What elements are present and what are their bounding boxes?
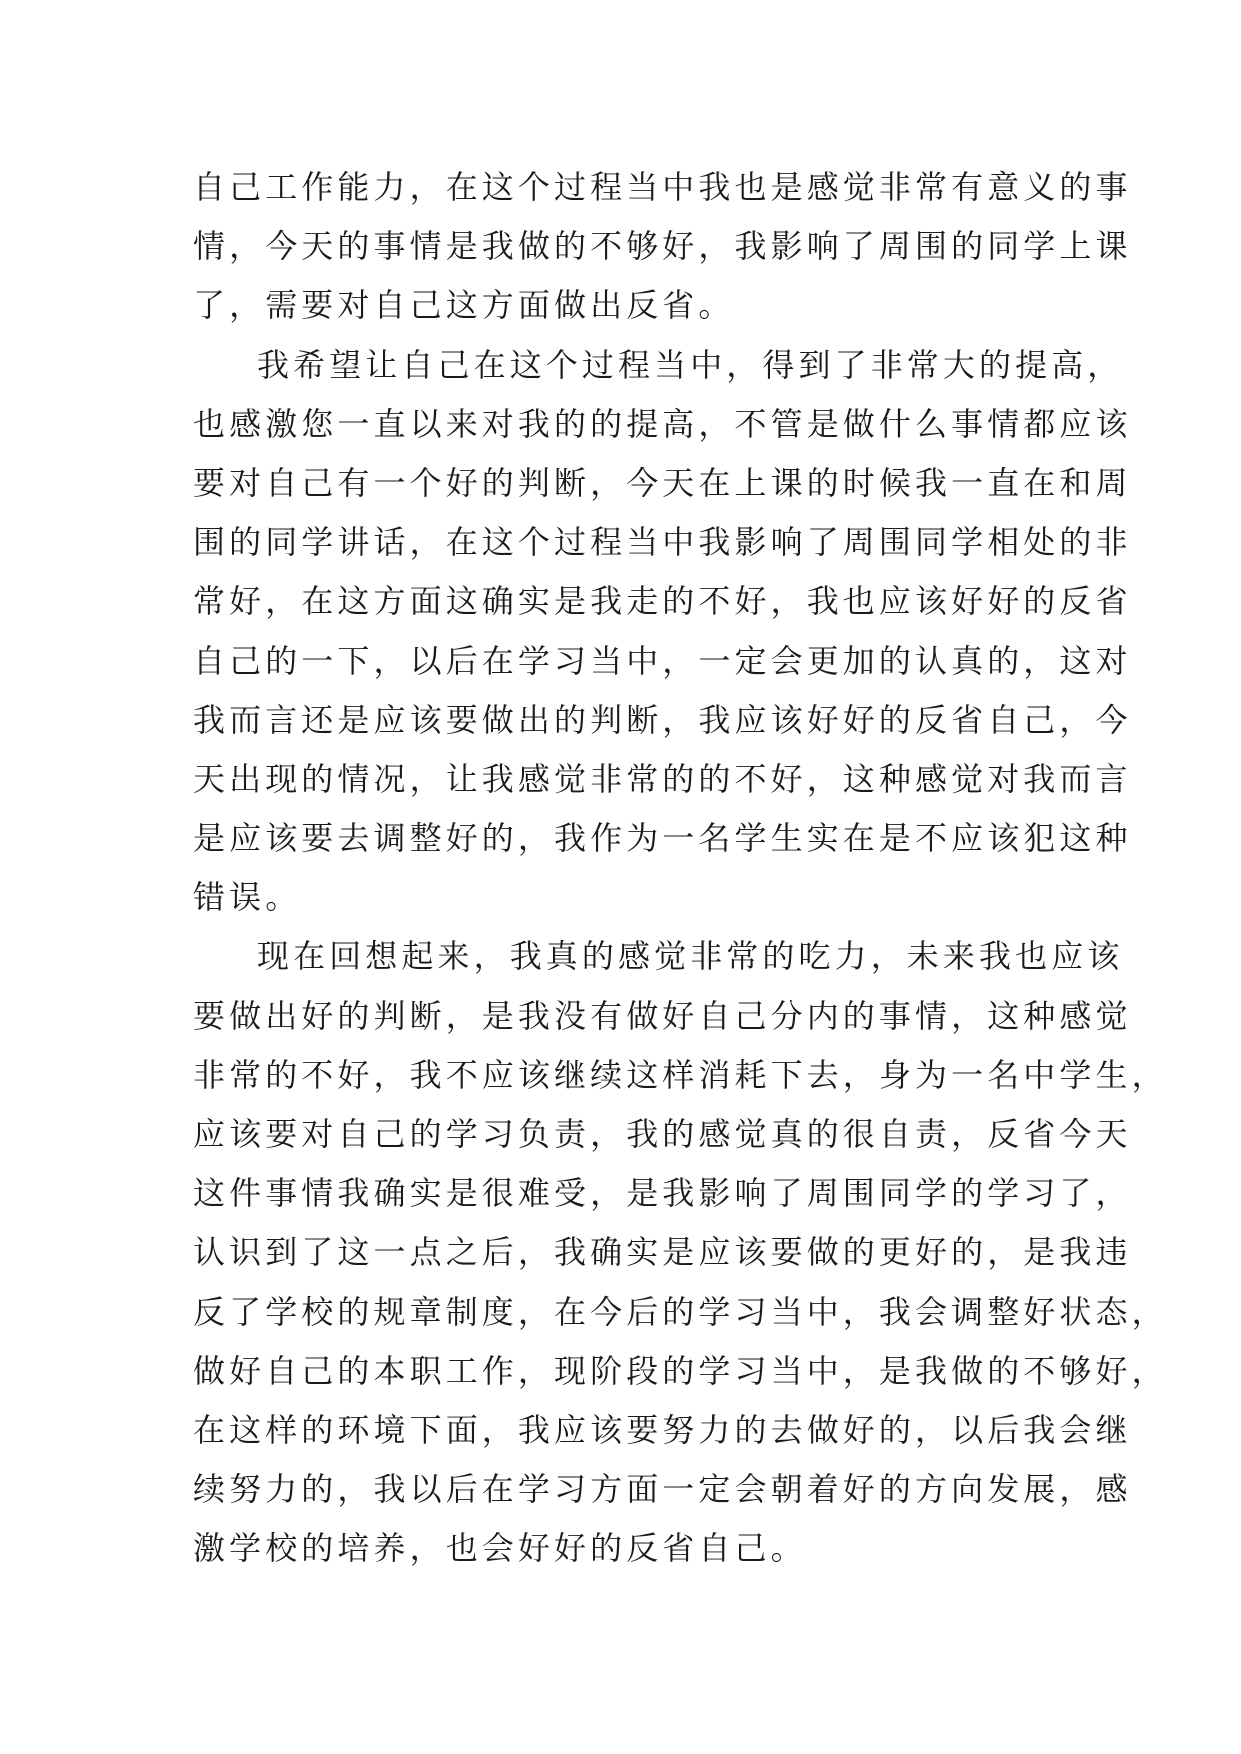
text-line: 现在回想起来，我真的感觉非常的吃力，未来我也应该 bbox=[257, 937, 1124, 976]
text-line: 了，需要对自己这方面做出反省。 bbox=[193, 286, 735, 325]
text-line: 错误。 bbox=[193, 878, 302, 917]
text-line: 是应该要去调整好的，我作为一名学生实在是不应该犯这种 bbox=[193, 819, 1132, 858]
text-line: 要做出好的判断，是我没有做好自己分内的事情，这种感觉 bbox=[193, 996, 1132, 1035]
text-line: 应该要对自己的学习负责，我的感觉真的很自责，反省今天 bbox=[193, 1115, 1132, 1153]
text-line: 在这样的环境下面，我应该要努力的去做好的，以后我会继 bbox=[193, 1410, 1132, 1449]
text-line: 我而言还是应该要做出的判断，我应该好好的反省自己，今 bbox=[193, 700, 1132, 739]
paragraph-2 bbox=[193, 336, 1132, 928]
text-line: 也感激您一直以来对我的的提高，不管是做什么事情都应该 bbox=[193, 404, 1132, 443]
text-line: 做好自己的本职工作，现阶段的学习当中，是我做的不够好， bbox=[193, 1351, 1168, 1390]
text-line: 围的同学讲话，在这个过程当中我影响了周围同学相处的非 bbox=[193, 523, 1132, 562]
text-line: 常好，在这方面这确实是我走的不好，我也应该好好的反省 bbox=[193, 582, 1132, 621]
text-line: 这件事情我确实是很难受，是我影响了周围同学的学习了， bbox=[193, 1174, 1132, 1213]
text-line: 情，今天的事情是我做的不够好，我影响了周围的同学上课 bbox=[193, 227, 1132, 266]
text-line: 续努力的，我以后在学习方面一定会朝着好的方向发展，感 bbox=[193, 1470, 1132, 1509]
text-line: 自己工作能力，在这个过程当中我也是感觉非常有意义的事 bbox=[193, 168, 1132, 206]
document-body bbox=[193, 158, 1168, 1579]
text-line: 激学校的培养，也会好好的反省自己。 bbox=[193, 1529, 807, 1568]
text-line: 认识到了这一点之后，我确实是应该要做的更好的，是我违 bbox=[193, 1233, 1132, 1272]
paragraph-1 bbox=[193, 158, 1132, 336]
text-line: 天出现的情况，让我感觉非常的的不好，这种感觉对我而言 bbox=[193, 759, 1132, 798]
text-line: 要对自己有一个好的判断，今天在上课的时候我一直在和周 bbox=[193, 463, 1132, 502]
text-line: 我希望让自己在这个过程当中，得到了非常大的提高， bbox=[257, 345, 1124, 384]
paragraph-3 bbox=[193, 927, 1168, 1578]
text-line: 反了学校的规章制度，在今后的学习当中，我会调整好状态， bbox=[193, 1292, 1168, 1331]
text-line: 自己的一下，以后在学习当中，一定会更加的认真的，这对 bbox=[193, 641, 1132, 680]
text-line: 非常的不好，我不应该继续这样消耗下去，身为一名中学生， bbox=[193, 1055, 1168, 1094]
